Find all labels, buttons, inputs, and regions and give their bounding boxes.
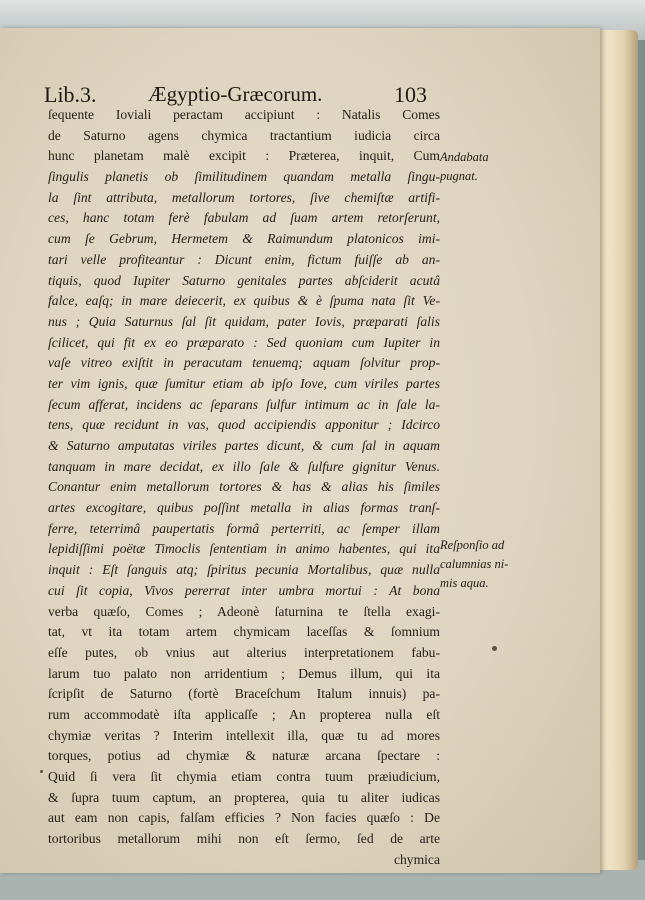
text-line: ſcripſit de Saturno (fortè Braceſchum Italum innuis) pa- bbox=[48, 686, 440, 702]
margin-note-line: pugnat. bbox=[440, 169, 478, 183]
text-line: hunc planetam malè excipit : Præterea, inquit, Cum bbox=[48, 148, 440, 164]
text-line: falce, eaſq; in mare deiecerit, ex quibus & è ſpuma nata ſit Ve- bbox=[48, 293, 440, 309]
text-line: & ſupra tuum captum, an propterea, quia tu aliter iudicas bbox=[48, 789, 440, 805]
body-text bbox=[48, 105, 440, 870]
text-line: & Saturno amputatas viriles partes dicunt, & cum ſal in aquam bbox=[48, 438, 440, 453]
text-line: ſingulis planetis ob ſimilitudinem quandam metalla ſingu- bbox=[48, 169, 440, 185]
margin-note-line: Reſponſio ad bbox=[440, 538, 505, 552]
text-line: ter vim ignis, quæ ſumitur etiam ab ipſo Iove, cum viriles partes bbox=[48, 375, 440, 391]
catchword: chymica bbox=[393, 851, 440, 867]
margin-note-line: Andabata bbox=[440, 150, 489, 164]
text-line: ſecum afferat, incidens ac ſeparans ſulfur intimum ac in ſale la- bbox=[48, 396, 440, 412]
text-line: eſſe putes, ob vnius aut alterius interpretationem fabu- bbox=[48, 644, 440, 660]
text-line: ſcilicet, qui fit ex eo præparato : Sed quoniam cum Iupiter in bbox=[48, 334, 440, 350]
text-line: Conantur enim metallorum tortores & has & alias his ſimiles bbox=[48, 479, 440, 495]
text-line: rum accommodatè iſta applicaſſe ; An propterea nulla eſt bbox=[48, 706, 440, 722]
text-line: tiquis, quod Iupiter Saturno genitales partes abſciderit acutâ bbox=[48, 272, 440, 288]
text-line: ces, hanc totam ferè fabulam ad ſuam artem retorſerunt, bbox=[48, 210, 440, 226]
text-line: de Saturno agens chymica tractantium iudicia circa bbox=[48, 127, 440, 143]
margin-note bbox=[440, 536, 540, 593]
text-line: cui ſit copia, Vivos pererrat inter umbra mortui : At bona bbox=[48, 582, 440, 598]
text-line: tari velle profiteantur : Dicunt enim, fictum fuiſſe ab an- bbox=[48, 251, 440, 267]
text-line: tanquam in mare decidat, ex illo ſale & ſulfure gignitur Venus. bbox=[48, 458, 440, 474]
text-line: cum ſe Gebrum, Hermetem & Raimundum platonicos imi- bbox=[48, 231, 440, 247]
margin-note-line: calumnias ni- bbox=[440, 557, 509, 571]
running-title: Ægyptio-Græcorum. bbox=[148, 82, 323, 106]
text-line: aut eam non capis, falſam efficies ? Non facies quæſo : De bbox=[48, 810, 440, 826]
text-line: ſequente Ioviali peractam accipiunt : Natalis Comes bbox=[48, 107, 440, 122]
text-line: vaſe vitreo exiſtit in peracutam tenuemq; aquam ſolvitur prop- bbox=[48, 355, 440, 371]
text-line: lepidiſſimi poëtæ Timoclis ſententiam in animo habentes, qui ita bbox=[48, 541, 440, 557]
text-line: larum tuo palato non arridentium ; Demus illum, qui ita bbox=[48, 665, 440, 681]
book-page bbox=[0, 28, 600, 873]
book-number: Lib.3. bbox=[44, 82, 97, 107]
text-line: la ſint attributa, metallorum tortores, ſive chemiſtæ artifi- bbox=[48, 189, 440, 205]
text-line: ferre, teterrimâ paupertatis formâ perterriti, ac ſemper illam bbox=[48, 520, 440, 536]
text-line: artes excogitare, quibus poſſint metalla in alias formas tranſ- bbox=[48, 500, 440, 516]
paper-spot bbox=[40, 770, 43, 773]
text-line: inquit : Eſt ſanguis atq; ſpiritus pecunia Mortalibus, quæ nulla bbox=[48, 562, 440, 578]
text-line: Quid ſi vera ſit chymia etiam contra tuum præiudicium, bbox=[48, 769, 440, 784]
text-line: torques, potius ad chymiæ & naturæ arcana ſpectare : bbox=[48, 748, 440, 764]
text-line: nus ; Quia Saturnus ſal ſit quidam, pater Iovis, præparati ſalis bbox=[48, 313, 440, 329]
text-line: verba quæſo, Comes ; Adeonè ſaturnina te ſtella exagi- bbox=[48, 603, 440, 619]
text-line: tat, vt ita totam artem chymicam laceſſas & ſomnium bbox=[48, 624, 440, 640]
text-line: tens, quæ recidunt in vas, quod accipiendis apponitur ; Idcirco bbox=[48, 417, 440, 433]
text-line: chymiæ veritas ? Interim intellexit illa, quæ tu ad mores bbox=[48, 727, 440, 743]
margin-note-line: mis aqua. bbox=[440, 576, 489, 590]
paper-spot bbox=[492, 646, 497, 651]
page-number: 103 bbox=[394, 82, 427, 107]
text-line: tortoribus metallorum mihi non eſt ſermo, ſed de arte bbox=[48, 831, 440, 847]
margin-note bbox=[440, 148, 540, 186]
